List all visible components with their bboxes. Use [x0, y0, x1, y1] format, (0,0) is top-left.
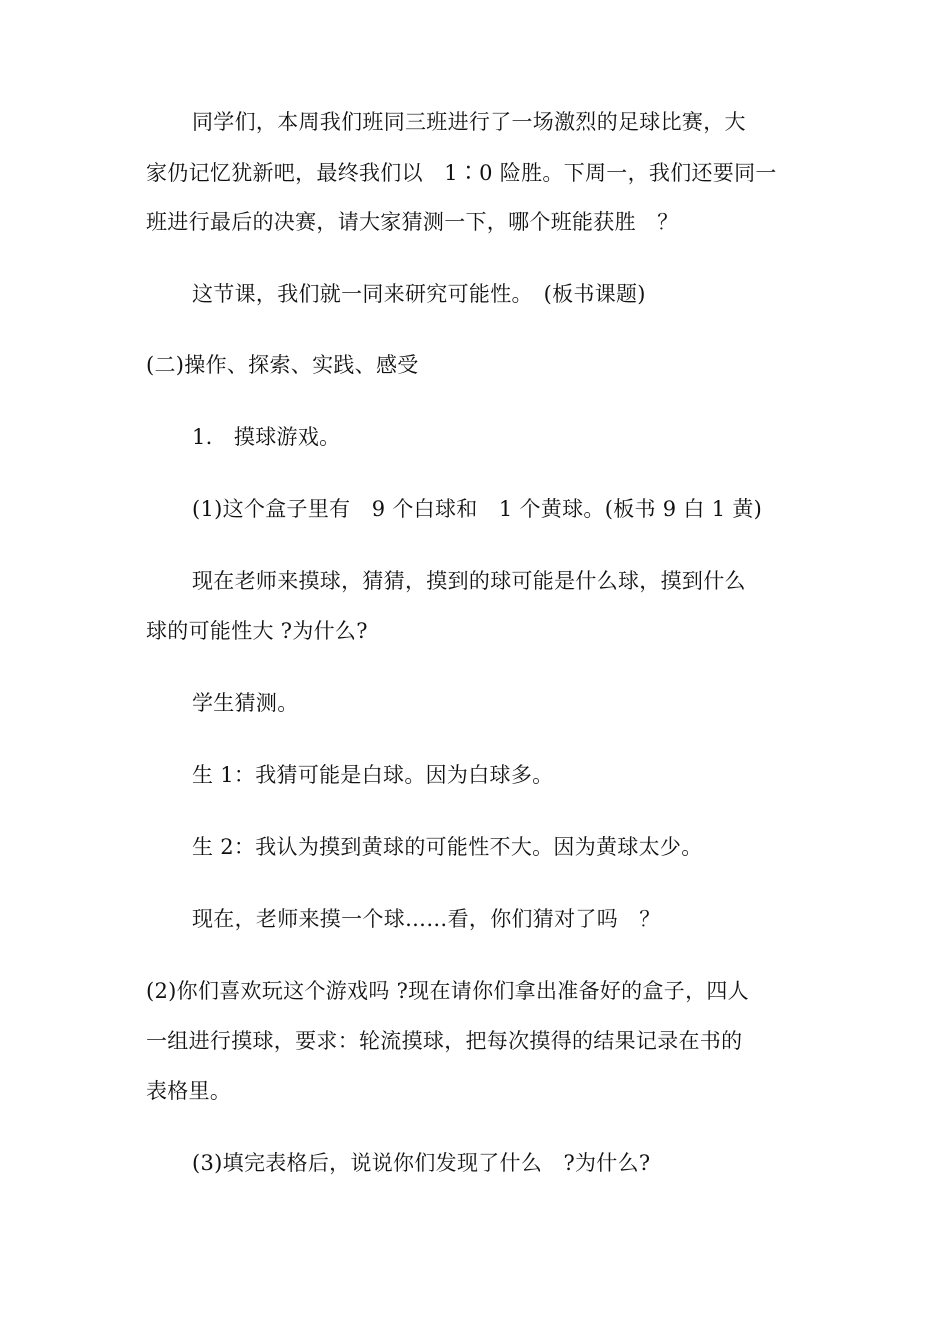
- subsection-heading: 1. 摸球游戏。: [192, 425, 341, 449]
- paragraph-line: 表格里。: [146, 1079, 232, 1103]
- paragraph-line: 现在，老师来摸一个球……看，你们猜对了吗 ？: [192, 907, 661, 931]
- paragraph-line: 生 1：我猜可能是白球。因为白球多。: [192, 763, 554, 787]
- paragraph-line: 球的可能性大 ?为什么?: [146, 619, 368, 643]
- paragraph-line: 生 2：我认为摸到黄球的可能性不大。因为黄球太少。: [192, 835, 703, 859]
- paragraph-line: 家仍记忆犹新吧，最终我们以 1∶0 险胜。下周一，我们还要同一: [146, 161, 777, 185]
- paragraph-line: 这节课，我们就一同来研究可能性。 (板书课题): [192, 282, 646, 306]
- paragraph-line: (2)你们喜欢玩这个游戏吗 ?现在请你们拿出准备好的盒子，四人: [146, 979, 749, 1003]
- paragraph-line: (1)这个盒子里有 9 个白球和 1 个黄球。(板书 9 白 1 黄): [192, 497, 763, 521]
- section-heading: (二)操作、探索、实践、感受: [146, 353, 419, 377]
- paragraph-line: 现在老师来摸球，猜猜，摸到的球可能是什么球，摸到什么: [192, 569, 746, 593]
- paragraph-line: (3)填完表格后，说说你们发现了什么 ?为什么?: [192, 1151, 651, 1175]
- paragraph-line: 一组进行摸球，要求：轮流摸球，把每次摸得的结果记录在书的: [146, 1029, 743, 1053]
- paragraph-line: 学生猜测。: [192, 691, 299, 715]
- paragraph-line: 班进行最后的决赛，请大家猜测一下，哪个班能获胜 ？: [146, 210, 679, 234]
- paragraph-line: 同学们，本周我们班同三班进行了一场激烈的足球比赛，大: [192, 110, 746, 134]
